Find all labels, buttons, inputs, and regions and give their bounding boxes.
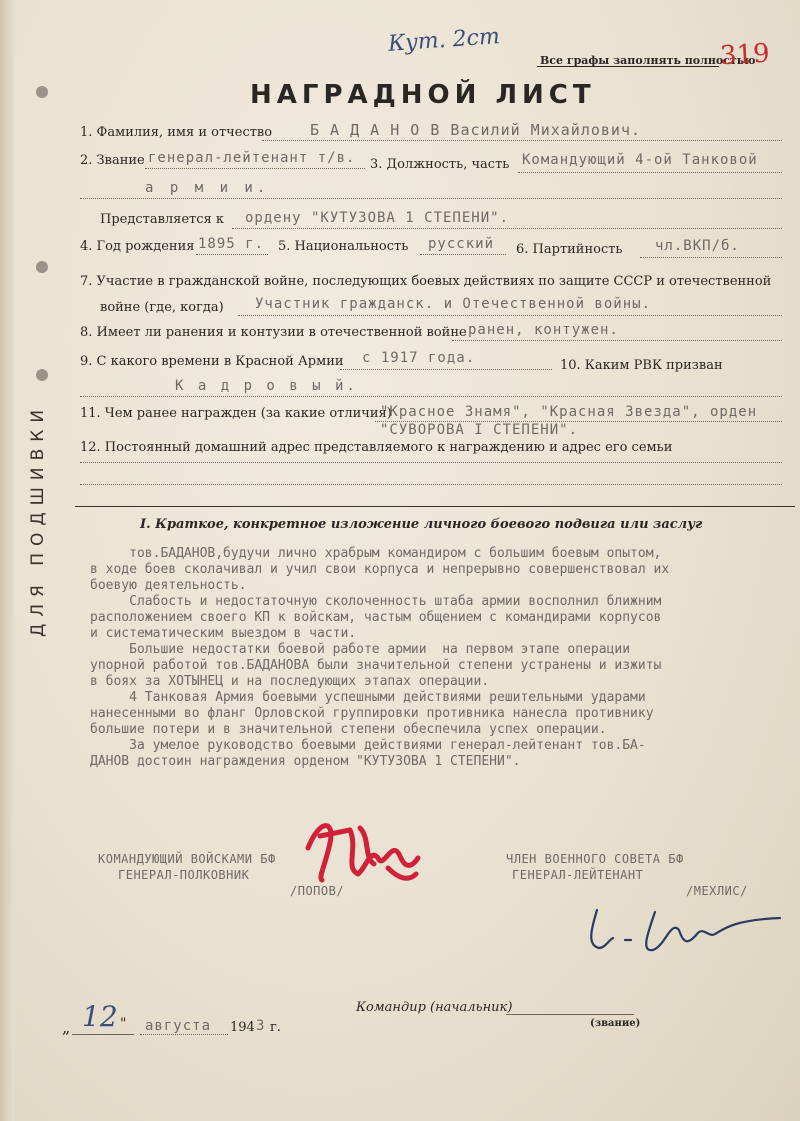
field-8-value: ранен, контужен. bbox=[468, 322, 619, 338]
field-11-value: "Красное Знамя", "Красная Звезда", орден bbox=[380, 404, 758, 420]
merit-paragraph: Слабость и недостаточную сколоченность штаба армии восполнил ближним расположением своего КП к войскам, частым общением с командирами корпусов и систематическим выездом в части. bbox=[90, 594, 662, 641]
field-11-label: 11. Чем ранее награжден (за какие отличия) bbox=[80, 406, 392, 421]
fill-instructions-rule bbox=[537, 66, 719, 67]
handwritten-archive-note: Кут. 2ст bbox=[387, 24, 501, 57]
date-day: 12 bbox=[82, 1000, 118, 1033]
fill-instructions: Все графы заполнять полностью bbox=[540, 54, 756, 67]
field-3-line-cont bbox=[80, 198, 782, 199]
field-11-value-cont: "СУВОРОВА I СТЕПЕНИ". bbox=[380, 422, 579, 438]
document-title: НАГРАДНОЙ ЛИСТ bbox=[250, 80, 596, 110]
field-8-label: 8. Имеет ли ранения и контузии в отечественной войне bbox=[80, 325, 467, 340]
section-heading: I. Краткое, конкретное изложение личного боевого подвига или заслуг bbox=[140, 517, 703, 532]
date-quote-close: " bbox=[120, 1016, 127, 1032]
field-4-line bbox=[196, 254, 268, 255]
field-7-value: Участник гражданск. и Отечественной войны. bbox=[255, 296, 652, 312]
field-6-line bbox=[640, 257, 782, 258]
field-2-label: 2. Звание bbox=[80, 153, 145, 168]
date-year-digit: 3 bbox=[256, 1018, 266, 1034]
binding-hole bbox=[36, 86, 48, 98]
field-9-label: 9. С какого времени в Красной Армии bbox=[80, 354, 344, 369]
binding-margin-label bbox=[18, 330, 58, 710]
left-signer-rank: ГЕНЕРАЛ-ПОЛКОВНИК bbox=[118, 868, 250, 882]
merit-paragraph: Большие недостатки боевой работе армии на первом этапе операции упорной работой тов.БАДАНОВА были значительной степени устранены и изжиты в боях за ХОТЫНЕЦ и на последующих этапах операции. bbox=[90, 642, 662, 689]
field-3-line bbox=[518, 172, 782, 173]
date-quote-open: „ bbox=[62, 1018, 71, 1037]
field-1-line bbox=[262, 140, 782, 141]
merit-paragraph: 4 Танковая Армия боевыми успешными действиями решительными ударами нанесенными во фланг Орловской группировки противника нанесла противнику большие потери и в значительной степени обеспечила успех операции. bbox=[90, 690, 654, 737]
field-4-value: 1895 г. bbox=[198, 236, 265, 252]
date-day-line bbox=[72, 1034, 134, 1035]
binding-margin-text: ДЛЯ ПОДШИВКИ bbox=[28, 402, 48, 638]
left-signer-name: /ПОПОВ/ bbox=[290, 884, 345, 898]
right-signer-name: /МЕХЛИС/ bbox=[686, 884, 748, 898]
merit-paragraph: За умелое руководство боевыми действиями генерал-лейтенант тов.БА- ДАНОВ достоин награждения орденом "КУТУЗОВА 1 СТЕПЕНИ". bbox=[90, 738, 646, 769]
presented-line bbox=[232, 228, 782, 229]
date-year-suffix: г. bbox=[270, 1020, 281, 1035]
commander-label: Командир (начальник) bbox=[356, 1000, 513, 1015]
field-7-label-cont: войне (где, когда) bbox=[100, 300, 224, 315]
date-month-line bbox=[140, 1034, 228, 1035]
field-9-value: с 1917 года. bbox=[362, 350, 476, 366]
date-year: 194 bbox=[230, 1020, 255, 1035]
field-5-value: русский bbox=[428, 236, 495, 252]
field-7-line bbox=[238, 315, 782, 316]
field-8-line bbox=[452, 340, 782, 341]
signature-mekhlis bbox=[575, 890, 790, 970]
merit-paragraph: тов.БАДАНОВ,будучи лично храбрым командиром с большим боевым опытом, в ходе боев сколачивал и учил свои корпуса и непрерывно совершенствовал их боевую деятельность. bbox=[90, 546, 670, 593]
field-3-label: 3. Должность, часть bbox=[370, 157, 510, 172]
field-3-value: Командующий 4-ой Танковой bbox=[522, 152, 758, 168]
field-12-label: 12. Постоянный домашний адрес представляемого к награждению и адрес его семьи bbox=[80, 440, 673, 455]
merit-description bbox=[90, 546, 780, 770]
field-1-label: 1. Фамилия, имя и отчество bbox=[80, 125, 273, 140]
field-10-value: К а д р о в ы й. bbox=[175, 378, 358, 394]
field-3-value-cont: а р м и и. bbox=[145, 180, 270, 196]
field-12-line bbox=[80, 462, 782, 463]
record-number: 319 bbox=[719, 38, 771, 72]
field-9-line bbox=[340, 369, 552, 370]
commander-line bbox=[506, 1014, 634, 1015]
field-4-label: 4. Год рождения bbox=[80, 239, 195, 254]
section-divider bbox=[75, 506, 795, 507]
paper-left-edge bbox=[0, 0, 14, 1121]
right-signer-title: ЧЛЕН ВОЕННОГО СОВЕТА БФ bbox=[506, 852, 684, 866]
rank-label: (звание) bbox=[590, 1018, 641, 1029]
field-2-value: генерал-лейтенант т/в. bbox=[148, 150, 356, 166]
field-6-value: чл.ВКП/б. bbox=[655, 238, 740, 254]
left-signer-title: КОМАНДУЮЩИЙ ВОЙСКАМИ БФ bbox=[98, 852, 276, 866]
date-month: августа bbox=[145, 1018, 212, 1034]
field-10-label: 10. Каким РВК призван bbox=[560, 358, 723, 373]
signature-popov-red bbox=[300, 808, 425, 893]
field-10-line bbox=[80, 396, 782, 397]
right-signer-rank: ГЕНЕРАЛ-ЛЕЙТЕНАНТ bbox=[512, 868, 644, 882]
field-6-label: 6. Партийность bbox=[516, 242, 623, 257]
field-12-line-2 bbox=[80, 484, 782, 485]
field-5-line bbox=[420, 254, 506, 255]
presented-label: Представляется к bbox=[100, 212, 224, 227]
field-7-label: 7. Участие в гражданской войне, последующих боевых действиях по защите СССР и отечественной bbox=[80, 274, 772, 289]
field-2-line bbox=[145, 168, 365, 169]
field-5-label: 5. Национальность bbox=[278, 239, 409, 254]
presented-value: ордену "КУТУЗОВА 1 СТЕПЕНИ". bbox=[245, 210, 510, 226]
field-1-value: Б А Д А Н О В Василий Михайлович. bbox=[310, 121, 642, 139]
binding-hole bbox=[36, 261, 48, 273]
